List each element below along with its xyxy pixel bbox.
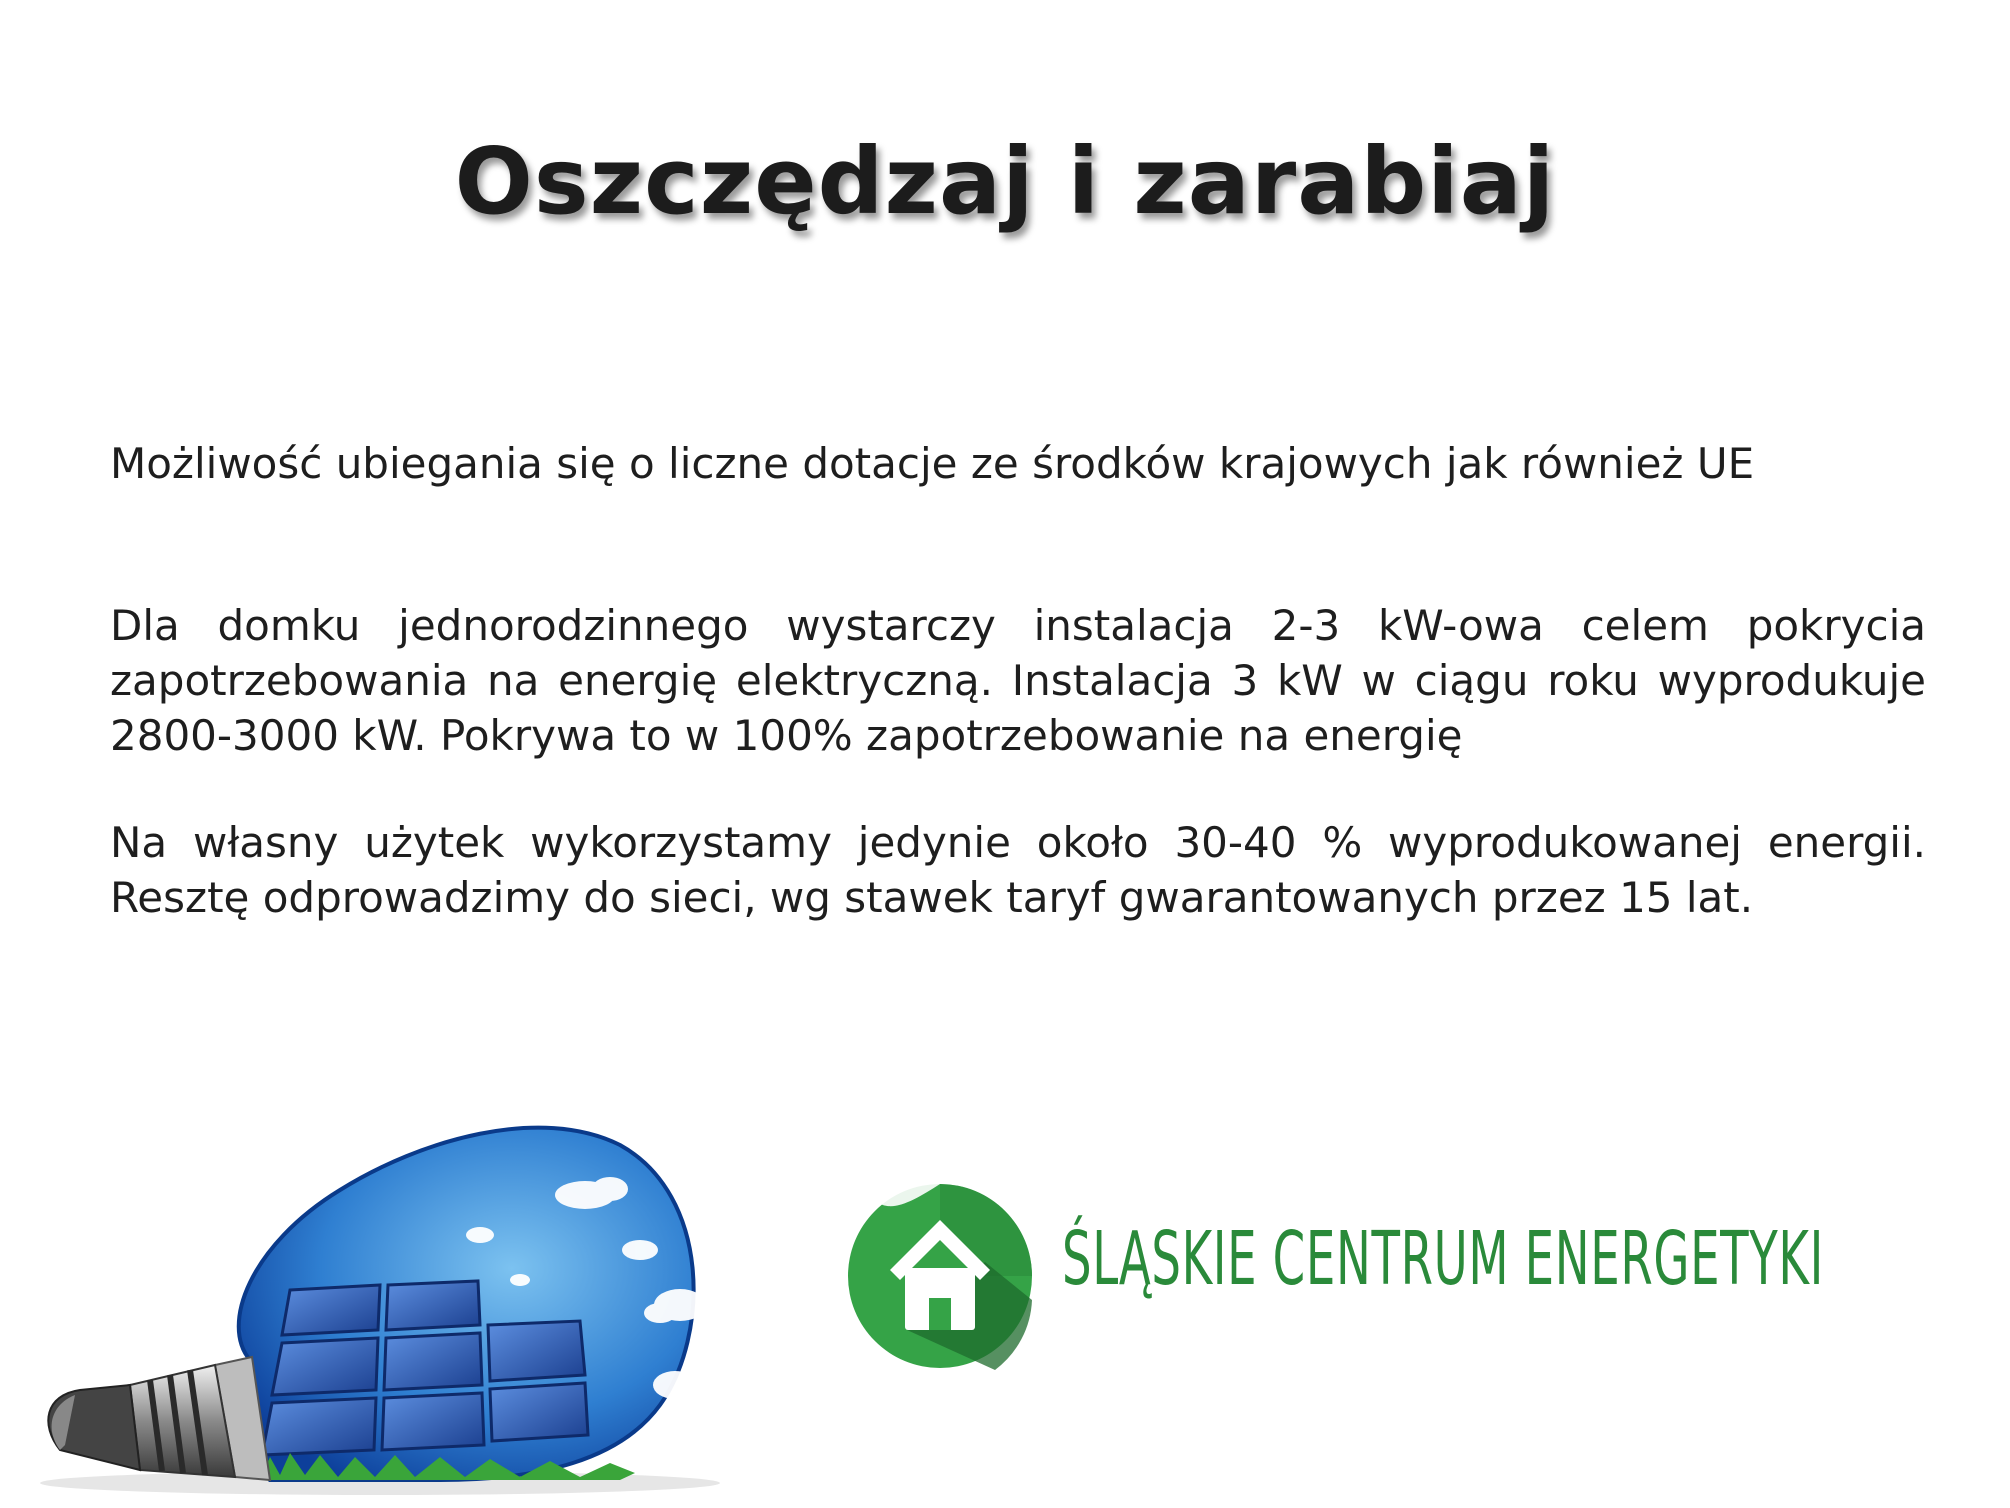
lightbulb-solar-panel-icon (20, 1085, 740, 1505)
paragraph-subsidies: Możliwość ubiegania się o liczne dotacje ze środków krajowych jak również UE (110, 439, 1755, 488)
house-icon (845, 1180, 1035, 1372)
brand-name: ŚLĄSKIE CENTRUM ENERGETYKI (1062, 1216, 1824, 1302)
paragraph-own-use: Na własny użytek wykorzystamy jedynie około 30-40 % wyprodukowanej energii. Resztę odprowadzimy do sieci, wg stawek taryf gwarantowanych przez 15 lat. (110, 818, 1926, 922)
page-title: Oszczędzaj i zarabiaj (454, 128, 1556, 235)
paragraph-installation: Dla domku jednorodzinnego wystarczy instalacja 2-3 kW-owa celem pokrycia zapotrzebowania na energię elektryczną. Instalacja 3 kW w ciągu roku wyprodukuje 2800-3000 kW. Pokrywa to w 100% zapotrzebowanie na energię (110, 601, 1926, 760)
